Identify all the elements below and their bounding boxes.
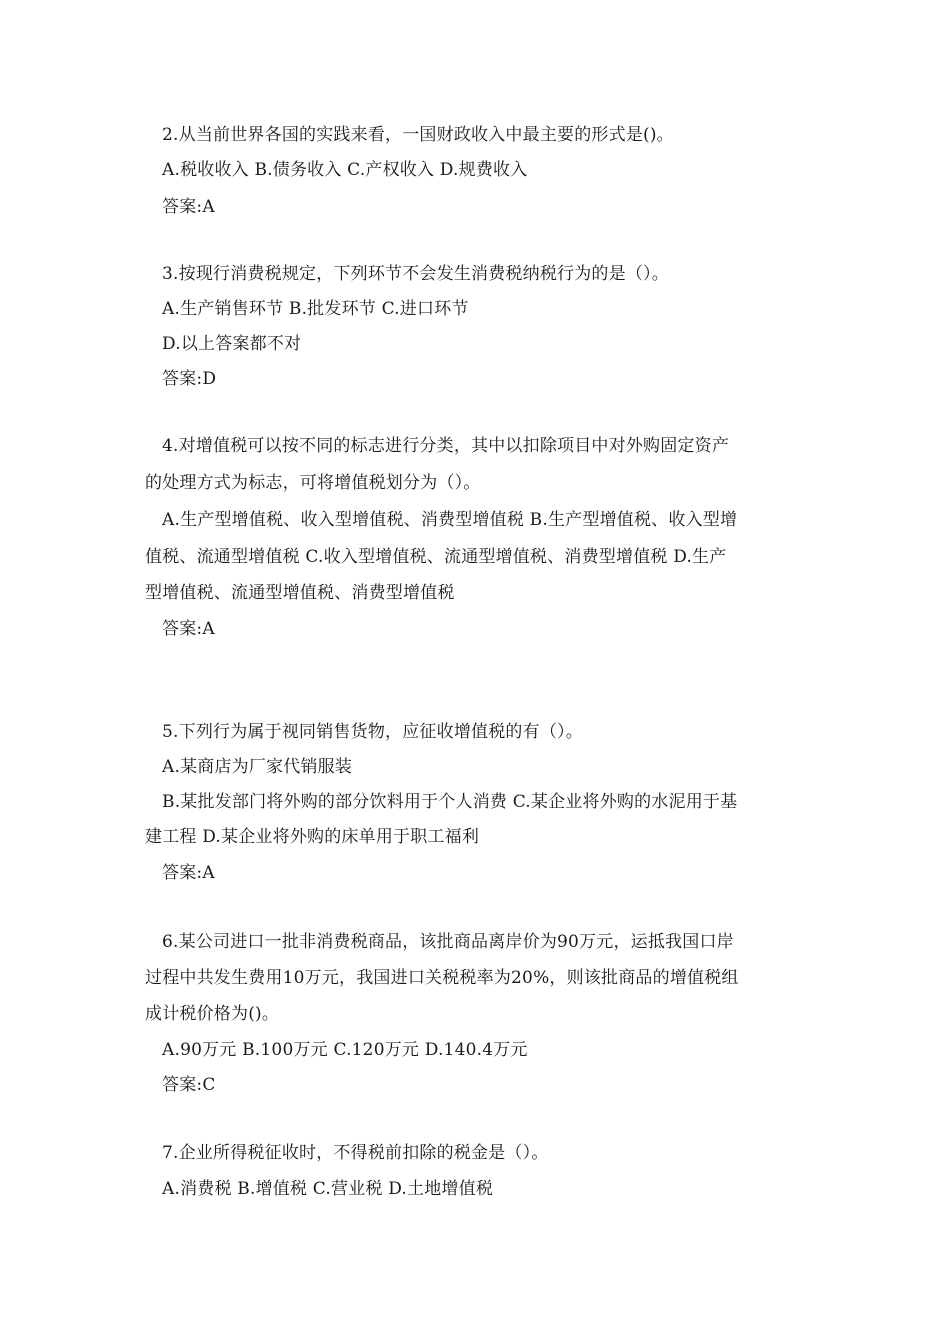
question-4-options-2: 值税、流通型增值税 C.收入型增值税、流通型增值税、消费型增值税 D.生产 xyxy=(145,547,727,567)
question-3-options-2: D.以上答案都不对 xyxy=(162,334,302,354)
question-5-option-a: A.某商店为厂家代销服装 xyxy=(162,757,353,777)
question-7-options: A.消费税 B.增值税 C.营业税 D.土地增值税 xyxy=(162,1179,494,1199)
question-7-text: 7.企业所得税征收时，不得税前扣除的税金是（）。 xyxy=(162,1143,549,1163)
question-6-text-2: 过程中共发生费用10万元，我国进口关税税率为20%，则该批商品的增值税组 xyxy=(145,968,739,988)
question-2-options: A.税收收入 B.债务收入 C.产权收入 D.规费收入 xyxy=(162,160,528,180)
question-2-answer: 答案:A xyxy=(162,197,215,217)
question-5-options-2: 建工程 D.某企业将外购的床单用于职工福利 xyxy=(145,827,480,847)
question-4-text-2: 的处理方式为标志，可将增值税划分为（）。 xyxy=(145,473,481,493)
question-5-answer: 答案:A xyxy=(162,863,215,883)
question-6-text-1: 6.某公司进口一批非消费税商品，该批商品离岸价为90万元，运抵我国口岸 xyxy=(162,932,734,952)
question-2-text: 2.从当前世界各国的实践来看，一国财政收入中最主要的形式是()。 xyxy=(162,125,674,145)
question-5-text: 5.下列行为属于视同销售货物，应征收增值税的有（）。 xyxy=(162,722,583,742)
question-5-options-1: B.某批发部门将外购的部分饮料用于个人消费 C.某企业将外购的水泥用于基 xyxy=(162,792,738,812)
question-4-options-3: 型增值税、流通型增值税、消费型增值税 xyxy=(145,583,455,603)
question-3-answer: 答案:D xyxy=(162,369,217,389)
question-4-text-1: 4.对增值税可以按不同的标志进行分类，其中以扣除项目中对外购固定资产 xyxy=(162,436,730,456)
question-4-answer: 答案:A xyxy=(162,619,215,639)
question-4-options-1: A.生产型增值税、收入型增值税、消费型增值税 B.生产型增值税、收入型增 xyxy=(162,510,738,530)
question-3-options-1: A.生产销售环节 B.批发环节 C.进口环节 xyxy=(162,299,469,319)
question-3-text: 3.按现行消费税规定，下列环节不会发生消费税纳税行为的是（）。 xyxy=(162,264,669,284)
question-6-answer: 答案:C xyxy=(162,1075,216,1095)
question-6-text-3: 成计税价格为()。 xyxy=(145,1004,280,1024)
question-6-options: A.90万元 B.100万元 C.120万元 D.140.4万元 xyxy=(162,1040,528,1060)
